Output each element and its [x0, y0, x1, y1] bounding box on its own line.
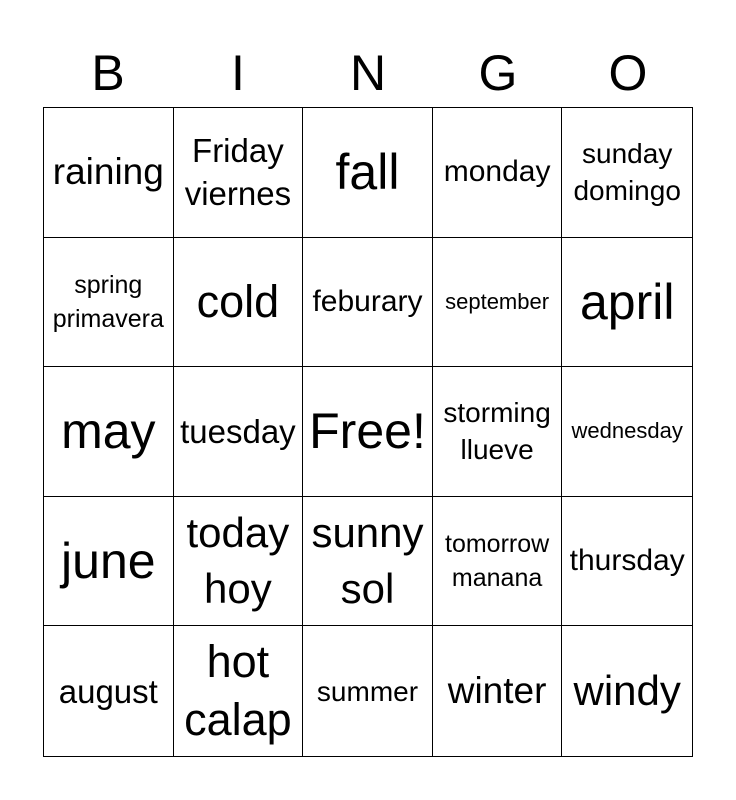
bingo-cell — [44, 108, 174, 238]
header-letter-o: O — [608, 45, 648, 101]
cell-text: fall — [335, 144, 400, 201]
header-letter-b: B — [91, 45, 125, 101]
cell-text: wednesday — [571, 418, 683, 444]
bingo-board — [43, 107, 693, 757]
cell-text: cold — [196, 275, 280, 327]
bingo-cell — [433, 238, 563, 368]
header-letter-i: I — [231, 45, 245, 101]
bingo-cell — [303, 108, 433, 238]
free-space-label: Free! — [309, 403, 426, 460]
bingo-cell — [562, 108, 692, 238]
cell-text: windy — [573, 667, 681, 715]
bingo-cell — [562, 238, 692, 368]
bingo-cell — [174, 367, 304, 497]
cell-text: summer — [316, 675, 419, 707]
cell-text: september — [445, 288, 550, 314]
bingo-cell — [433, 367, 563, 497]
cell-text: june — [61, 533, 156, 590]
cell-text: tuesday — [180, 412, 296, 450]
cell-text: sunday domingo — [573, 138, 681, 207]
cell-text: winter — [447, 670, 547, 712]
cell-text: april — [579, 273, 675, 330]
cell-text: spring primavera — [52, 270, 164, 333]
cell-text: feburary — [312, 284, 423, 318]
cell-text: storming llueve — [443, 397, 551, 466]
bingo-cell — [433, 497, 563, 627]
bingo-cell — [44, 497, 174, 627]
bingo-cell — [562, 626, 692, 756]
bingo-cell — [303, 497, 433, 627]
bingo-cell — [562, 497, 692, 627]
free-space-cell — [303, 367, 433, 497]
cell-text: may — [61, 403, 156, 460]
bingo-cell — [44, 367, 174, 497]
cell-text: today hoy — [186, 509, 290, 613]
cell-text: raining — [52, 151, 164, 193]
bingo-cell — [44, 238, 174, 368]
header-letter-g: G — [478, 45, 518, 101]
bingo-cell — [44, 626, 174, 756]
header-letter-n: N — [349, 45, 387, 101]
cell-text: sunny sol — [311, 509, 424, 613]
bingo-cell — [174, 626, 304, 756]
bingo-cell — [303, 626, 433, 756]
cell-text: monday — [443, 155, 551, 189]
cell-text: Friday viernes — [184, 132, 292, 213]
bingo-cell — [174, 238, 304, 368]
bingo-cell — [433, 108, 563, 238]
cell-text: tomorrow manana — [445, 530, 550, 593]
bingo-header — [43, 38, 693, 108]
bingo-cell — [174, 108, 304, 238]
cell-text: august — [58, 672, 158, 710]
bingo-cell — [562, 367, 692, 497]
bingo-cell — [303, 238, 433, 368]
cell-text: thursday — [569, 544, 685, 578]
cell-text: hot calap — [184, 636, 292, 746]
bingo-cell — [433, 626, 563, 756]
bingo-cell — [174, 497, 304, 627]
